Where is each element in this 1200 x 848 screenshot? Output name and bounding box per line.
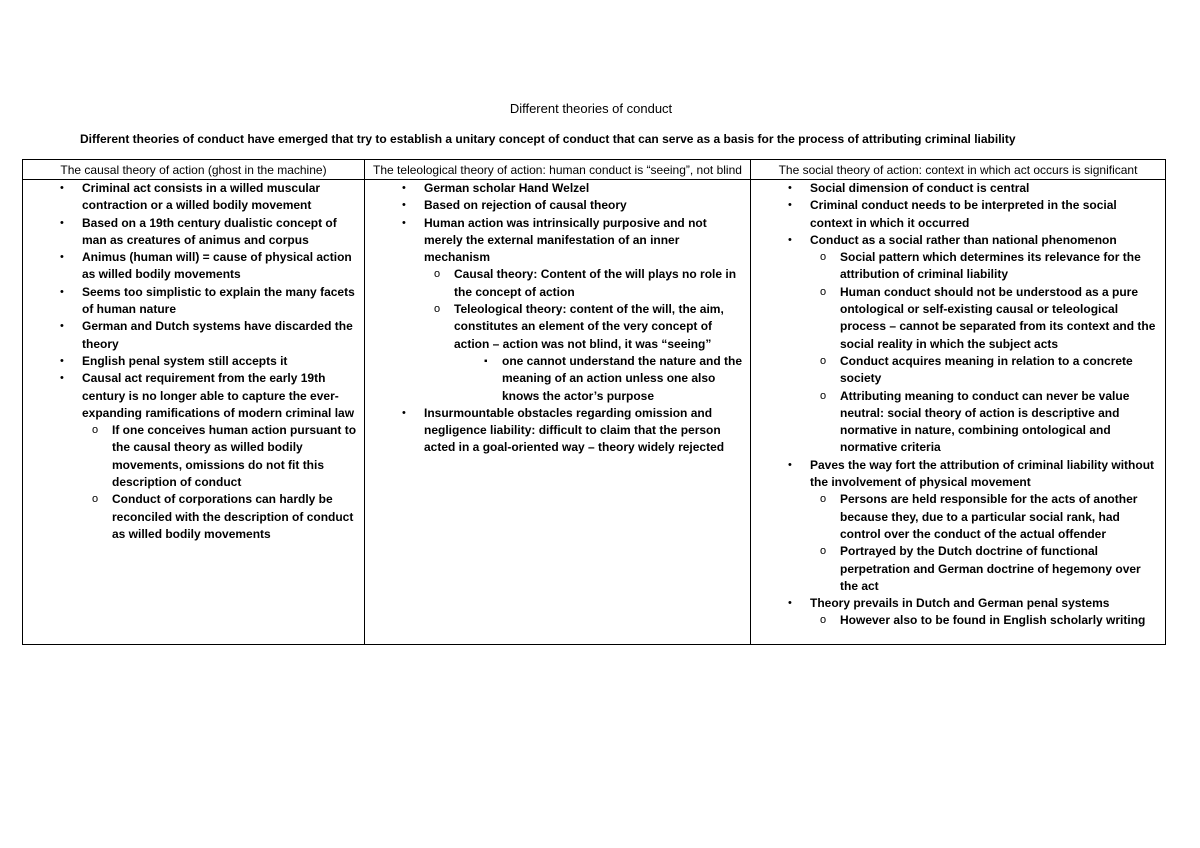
list-item-text: Seems too simplistic to explain the many facets of human nature	[82, 284, 355, 317]
list-item	[368, 353, 747, 405]
bullet-marker: o	[820, 251, 827, 264]
list-item	[754, 232, 1162, 249]
list-item	[26, 491, 361, 543]
bullet-marker: •	[60, 372, 64, 385]
list-item-text: Attributing meaning to conduct can never be value neutral: social theory of action is descriptive and normative in nature, combining ontological and normative criteria	[840, 388, 1130, 455]
list-item	[368, 301, 747, 353]
list-item	[754, 284, 1162, 353]
header-row	[23, 160, 1166, 180]
list-item-text: Social pattern which determines its relevance for the attribution of criminal liability	[840, 250, 1141, 282]
list-item	[26, 180, 361, 215]
list-item-text: Based on a 19th century dualistic concept of man as creatures of animus and corpus	[82, 215, 337, 247]
list-item-text: Conduct acquires meaning in relation to a concrete society	[840, 353, 1133, 386]
bullet-marker: •	[788, 233, 792, 246]
list-item	[754, 353, 1162, 388]
list-item	[754, 180, 1162, 197]
list-item	[26, 422, 361, 491]
teleological-theory-list	[368, 180, 747, 457]
bullet-marker: o	[820, 614, 827, 627]
bullet-marker: •	[402, 182, 406, 194]
bullet-marker: o	[820, 354, 827, 367]
list-item	[26, 215, 361, 250]
list-item-text: Causal act requirement from the early 19th century is no longer able to capture the ever-expanding ramifications of modern criminal law	[82, 371, 355, 420]
teleological-theory-cell	[365, 180, 751, 645]
bullet-marker: o	[434, 303, 441, 316]
bullet-marker: •	[788, 199, 792, 212]
bullet-marker: o	[92, 424, 99, 437]
list-item	[754, 612, 1162, 629]
list-item-text: Animus (human will) = cause of physical action as willed bodily movements	[82, 250, 352, 282]
page-title: Different theories of conduct	[509, 101, 673, 116]
list-item-text: Causal theory: Content of the will plays no role in the concept of action	[454, 267, 737, 299]
bullet-marker: •	[402, 406, 406, 419]
list-item-text: However also to be found in English scholarly writing	[840, 613, 1146, 628]
bullet-marker: •	[60, 285, 64, 298]
bullet-marker: •	[402, 199, 406, 212]
list-item	[754, 388, 1162, 457]
list-item	[754, 197, 1162, 232]
list-item	[368, 266, 747, 301]
list-item-text: Human conduct should not be understood as a pure ontological or self-existing causal or teleological process – cannot be separated from its context and the social reality in which the subject acts	[840, 284, 1156, 351]
list-item	[368, 215, 747, 267]
list-item-text: Insurmountable obstacles regarding omission and negligence liability: difficult to claim that the person acted in a goal-oriented way – theory widely rejected	[424, 405, 725, 455]
bullet-marker: •	[788, 182, 792, 194]
list-item-text: Social dimension of conduct is central	[810, 181, 1030, 195]
list-item-text: Paves the way fort the attribution of criminal liability without the involvement of physical movement	[810, 457, 1155, 490]
bullet-marker: •	[788, 458, 792, 471]
bullet-marker: o	[92, 493, 99, 506]
causal-theory-cell	[23, 180, 365, 645]
list-item-text: Conduct of corporations can hardly be reconciled with the description of conduct as willed bodily movements	[112, 492, 354, 541]
header-causal-theory: The causal theory of action (ghost in the machine)	[23, 160, 365, 180]
list-item-text: Persons are held responsible for the acts of another because they, due to a particular social rank, had control over the conduct of the actual offender	[840, 492, 1138, 541]
header-teleological-theory: The teleological theory of action: human conduct is “seeing”, not blind	[365, 160, 751, 180]
list-item	[368, 197, 747, 214]
header-social-theory: The social theory of action: context in which act occurs is significant	[751, 160, 1166, 180]
list-item-text: Conduct as a social rather than national phenomenon	[810, 232, 1117, 247]
list-item	[368, 405, 747, 457]
list-item	[754, 457, 1162, 492]
list-item-text: Teleological theory: content of the will, the aim, constitutes an element of the very concept of action – action was not blind, it was “seeing”	[454, 302, 724, 351]
list-item-text: If one conceives human action pursuant to the causal theory as willed bodily movements, omissions do not fit this description of conduct	[112, 423, 357, 490]
bullet-marker: •	[60, 216, 64, 229]
list-item	[754, 543, 1162, 595]
theories-table	[22, 159, 1166, 645]
social-theory-list	[754, 180, 1162, 630]
social-theory-cell	[751, 180, 1166, 645]
list-item-text: German scholar Hand Welzel	[424, 181, 590, 195]
bullet-marker: o	[820, 285, 827, 298]
bullet-marker: •	[60, 182, 64, 194]
bullet-marker: •	[60, 354, 64, 367]
list-item	[26, 318, 361, 353]
list-item-text: Human action was intrinsically purposive and not merely the external manifestation of an inner mechanism	[424, 215, 707, 265]
list-item-text: Criminal conduct needs to be interpreted in the social context in which it occurred	[810, 198, 1117, 230]
list-item	[26, 249, 361, 284]
bullet-marker: •	[60, 320, 64, 333]
list-item-text: Criminal act consists in a willed muscular contraction or a willed bodily movement	[82, 181, 321, 213]
list-item-text: English penal system still accepts it	[82, 353, 288, 368]
causal-theory-list	[26, 180, 361, 543]
list-item-text: German and Dutch systems have discarded the theory	[82, 319, 353, 351]
list-item-text: one cannot understand the nature and the meaning of an action unless one also knows the actor’s purpose	[502, 353, 743, 403]
list-item	[754, 249, 1162, 284]
list-item	[754, 491, 1162, 543]
list-item	[754, 595, 1162, 612]
bullet-marker: o	[820, 493, 827, 506]
bullet-marker: o	[820, 545, 827, 558]
content-row	[23, 180, 1166, 645]
bullet-marker: •	[788, 597, 792, 610]
bullet-marker: o	[434, 268, 441, 281]
list-item-text: Theory prevails in Dutch and German penal systems	[810, 596, 1110, 611]
list-item-text: Based on rejection of causal theory	[424, 198, 627, 213]
list-item-text: Portrayed by the Dutch doctrine of functional perpetration and German doctrine of hegemony over the act	[840, 544, 1141, 593]
list-item	[26, 284, 361, 319]
bullet-marker: o	[820, 389, 827, 402]
intro-paragraph: Different theories of conduct have emerged that try to establish a unitary concept of conduct that can serve as a basis for the process of attributing criminal liability	[80, 132, 1016, 146]
list-item	[368, 180, 747, 197]
list-item	[26, 370, 361, 422]
bullet-marker: •	[402, 216, 406, 229]
bullet-marker: •	[60, 251, 64, 264]
list-item	[26, 353, 361, 370]
bullet-marker: ▪	[484, 355, 488, 367]
